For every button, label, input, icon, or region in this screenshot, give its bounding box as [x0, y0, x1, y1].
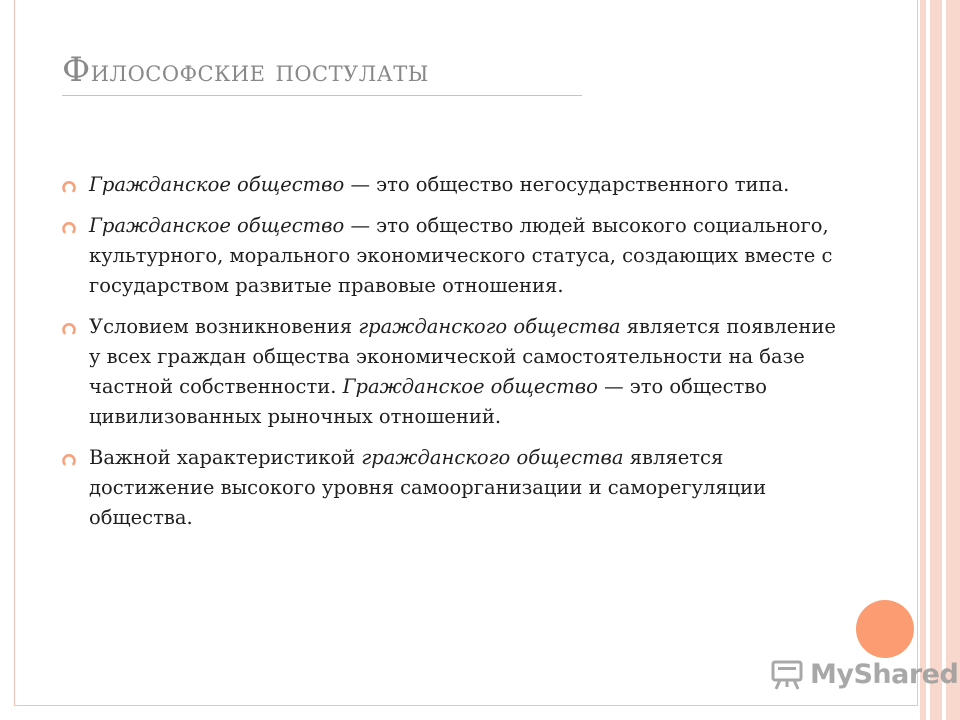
decorative-stripe	[946, 0, 960, 720]
bullet-emphasis: гражданского общества	[361, 446, 624, 469]
bullet-icon	[62, 452, 76, 466]
bullet-icon	[62, 220, 76, 234]
slide-title	[62, 50, 429, 90]
watermark-text: MyShared	[810, 658, 959, 690]
decorative-stripe	[920, 0, 926, 720]
bullet-item	[62, 211, 842, 301]
presentation-board-icon	[770, 657, 804, 691]
bullet-list	[62, 170, 842, 544]
bullet-text: Условием возникновения	[89, 315, 359, 338]
bullet-text: — это общество людей высокого социального, культурного, морального экономического статуса, создающих вместе с государством развитые правовые отношения.	[89, 214, 833, 297]
bullet-item	[62, 170, 842, 200]
bullet-text: — это общество цивилизованных рыночных отношений.	[89, 375, 768, 428]
decorative-stripe	[930, 0, 942, 720]
bullet-text: является достижение высокого уровня самоорганизации и саморегуляции общества.	[89, 446, 767, 529]
title-underline	[62, 95, 582, 96]
slide-title-rest: илософские постулаты	[90, 54, 429, 89]
bullet-text: является появление у всех граждан общества экономической самостоятельности на базе частной собственности.	[89, 315, 836, 398]
bullet-emphasis: Гражданское общество	[89, 214, 345, 237]
bullet-emphasis: Гражданское общество	[342, 375, 598, 398]
bullet-item	[62, 312, 842, 432]
slide-title-initial: Ф	[62, 50, 91, 90]
bullet-text: — это общество негосударственного типа.	[344, 173, 790, 196]
bullet-emphasis: гражданского общества	[358, 315, 621, 338]
bullet-icon	[62, 179, 76, 193]
bullet-icon	[62, 321, 76, 335]
bullet-emphasis: Гражданское общество	[89, 173, 345, 196]
bullet-text: Важной характеристикой	[89, 446, 362, 469]
decorative-circle	[856, 600, 914, 658]
bullet-item	[62, 443, 842, 533]
watermark-logo	[770, 654, 958, 694]
